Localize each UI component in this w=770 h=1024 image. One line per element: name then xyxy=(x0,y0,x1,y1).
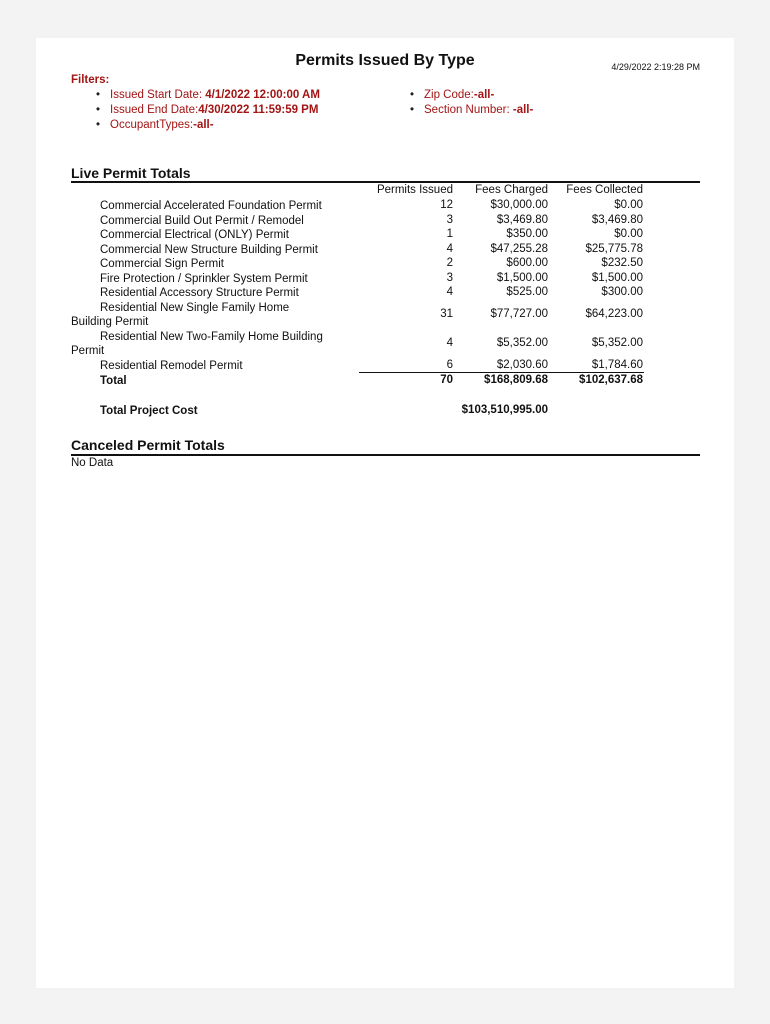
row-fees-charged: $350.00 xyxy=(506,228,548,240)
row-permit-type: Commercial Electrical (ONLY) Permit xyxy=(100,229,289,241)
live-section-title: Live Permit Totals xyxy=(71,165,191,181)
filters-label: Filters: xyxy=(71,74,110,86)
row-fees-collected: $232.50 xyxy=(601,257,643,269)
row-fees-charged: $600.00 xyxy=(506,257,548,269)
row-fees-collected: $0.00 xyxy=(614,199,643,211)
total-permits-issued: 70 xyxy=(440,374,453,386)
live-section-rule xyxy=(71,181,700,183)
row-fees-charged: $30,000.00 xyxy=(490,199,548,211)
row-fees-collected: $25,775.78 xyxy=(585,242,643,255)
total-fees-collected: $102,637.68 xyxy=(579,374,643,386)
filter-zip-code: • Zip Code:-all- xyxy=(406,88,533,103)
filters-right-list xyxy=(406,88,533,118)
row-fees-charged: $1,500.00 xyxy=(496,271,548,284)
canceled-section-title: Canceled Permit Totals xyxy=(71,437,225,453)
row-permit-type xyxy=(71,301,360,329)
row-fees-charged: $47,255.28 xyxy=(490,242,548,255)
row-permits-issued: 4 xyxy=(446,242,453,255)
filters-left-list xyxy=(92,88,320,133)
col-head-fees-charged: Fees Charged xyxy=(475,184,548,196)
filter-section-number: • Section Number: -all- xyxy=(406,103,533,118)
row-fees-collected: $0.00 xyxy=(614,228,643,240)
row-permit-type-line1: Residential New Two-Family Home Building xyxy=(100,331,323,343)
project-cost-value: $103,510,995.00 xyxy=(461,404,548,416)
row-permits-issued: 3 xyxy=(446,213,453,226)
row-permit-type-line1: Residential New Single Family Home xyxy=(100,302,290,314)
row-permit-type-line2: Permit xyxy=(71,345,105,357)
row-fees-collected: $5,352.00 xyxy=(591,337,643,349)
row-permits-issued: 2 xyxy=(446,257,453,269)
report-timestamp: 4/29/2022 2:19:28 PM xyxy=(611,62,700,72)
row-permits-issued: 1 xyxy=(446,228,453,240)
row-fees-charged: $3,469.80 xyxy=(496,213,548,226)
col-head-permits-issued: Permits Issued xyxy=(376,184,453,196)
row-fees-collected: $300.00 xyxy=(601,286,643,298)
row-permit-type: Residential Accessory Structure Permit xyxy=(100,287,299,299)
row-permit-type: Fire Protection / Sprinkler System Permit xyxy=(100,272,308,285)
row-fees-collected: $1,500.00 xyxy=(591,271,643,284)
row-permits-issued: 31 xyxy=(440,308,453,320)
row-fees-collected: $3,469.80 xyxy=(591,213,643,226)
row-fees-collected: $1,784.60 xyxy=(591,359,643,371)
row-fees-charged: $5,352.00 xyxy=(496,337,548,349)
col-head-fees-collected: Fees Collected xyxy=(566,184,643,196)
row-permits-issued: 12 xyxy=(440,199,453,211)
row-fees-charged: $525.00 xyxy=(506,286,548,298)
total-label: Total xyxy=(100,375,127,387)
total-fees-charged: $168,809.68 xyxy=(484,374,548,386)
row-permits-issued: 4 xyxy=(446,286,453,298)
filter-start-date: • Issued Start Date: 4/1/2022 12:00:00 AM xyxy=(92,88,320,103)
row-permit-type: Commercial Sign Permit xyxy=(100,258,224,270)
no-data-text: No Data xyxy=(71,457,114,469)
row-permit-type: Commercial Accelerated Foundation Permit xyxy=(100,200,322,212)
row-permit-type: Commercial Build Out Permit / Remodel xyxy=(100,214,304,227)
filter-occupant-types: • OccupantTypes:-all- xyxy=(92,118,320,133)
report-page xyxy=(36,38,734,988)
row-permit-type xyxy=(71,330,360,358)
row-permit-type: Residential Remodel Permit xyxy=(100,360,243,372)
row-permits-issued: 3 xyxy=(446,271,453,284)
row-permits-issued: 4 xyxy=(446,337,453,349)
row-fees-charged: $77,727.00 xyxy=(490,308,548,320)
row-permit-type-line2: Building Permit xyxy=(71,316,149,328)
total-rule xyxy=(359,372,644,373)
canceled-section-rule xyxy=(71,454,700,456)
report-title: Permits Issued By Type xyxy=(295,52,475,69)
row-permit-type: Commercial New Structure Building Permit xyxy=(100,243,318,256)
row-fees-collected: $64,223.00 xyxy=(585,308,643,320)
row-fees-charged: $2,030.60 xyxy=(496,359,548,371)
project-cost-label: Total Project Cost xyxy=(100,405,198,417)
row-permits-issued: 6 xyxy=(446,359,453,371)
filter-end-date: • Issued End Date:4/30/2022 11:59:59 PM xyxy=(92,103,320,118)
